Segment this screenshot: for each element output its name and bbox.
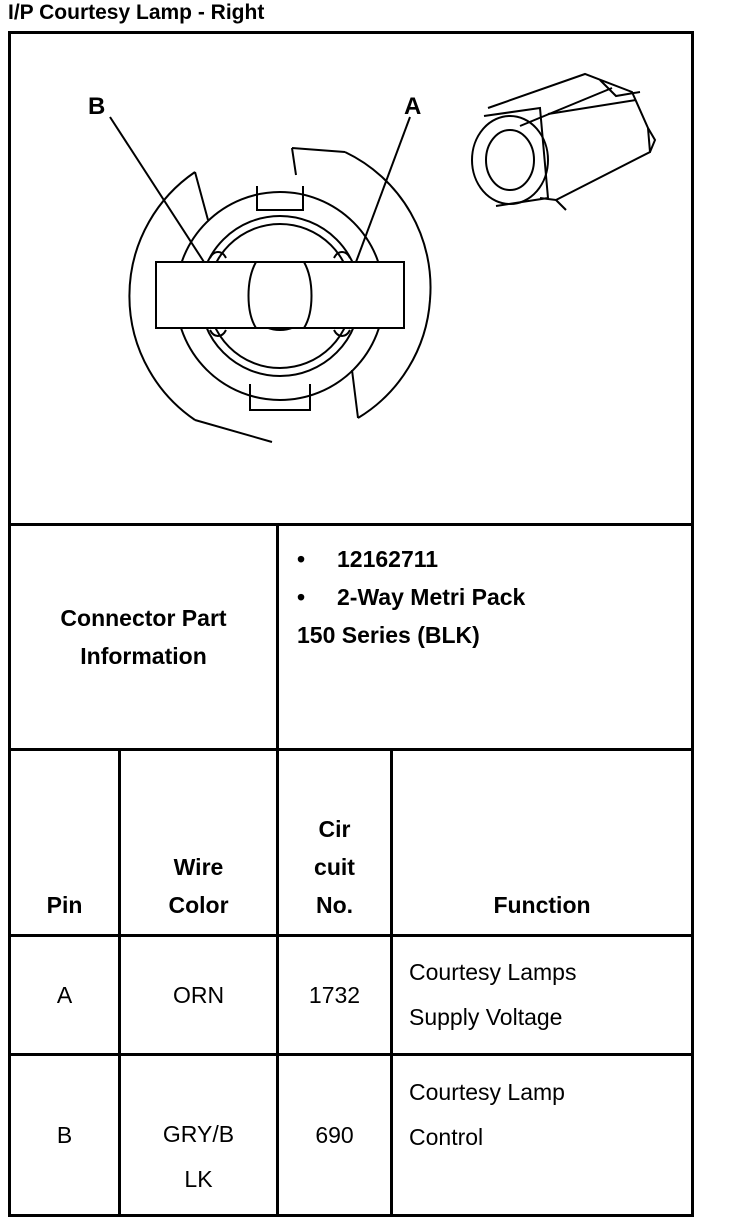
table-row-wire-color: GRY/B LK bbox=[162, 1121, 235, 1192]
table-row-pin: B bbox=[56, 1121, 73, 1148]
pin-label-a: A bbox=[404, 93, 422, 120]
part-number-item: • 12162711 bbox=[297, 540, 691, 578]
page-title: I/P Courtesy Lamp - Right bbox=[8, 1, 265, 24]
table-row-pin: A bbox=[56, 981, 73, 1008]
header-function: Function bbox=[493, 892, 591, 918]
table-row-function: Courtesy Lamp Control bbox=[409, 1079, 565, 1150]
connector-face-diagram bbox=[0, 0, 736, 495]
header-pin: Pin bbox=[46, 892, 83, 918]
pin-label-b: B bbox=[88, 93, 106, 120]
connector-info-label-line: Connector Part bbox=[60, 605, 227, 631]
connector-type-item: • 2-Way Metri Pack bbox=[297, 578, 691, 616]
connector-type: 2-Way Metri Pack bbox=[337, 584, 526, 610]
table-row-circuit: 1732 bbox=[308, 981, 361, 1008]
table-row-circuit: 690 bbox=[315, 1121, 354, 1148]
part-number: 12162711 bbox=[337, 546, 439, 572]
header-circuit-no: Cir cuit No. bbox=[314, 816, 355, 918]
table-row-function: Courtesy Lamps Supply Voltage bbox=[409, 959, 577, 1030]
connector-series: 150 Series (BLK) bbox=[297, 622, 480, 648]
connector-info-values bbox=[279, 526, 691, 748]
connector-info-label bbox=[11, 526, 276, 748]
table-row-wire-color: ORN bbox=[172, 981, 225, 1008]
connector-info-label-line: Information bbox=[80, 643, 207, 669]
header-wire-color: Wire Color bbox=[168, 854, 229, 918]
